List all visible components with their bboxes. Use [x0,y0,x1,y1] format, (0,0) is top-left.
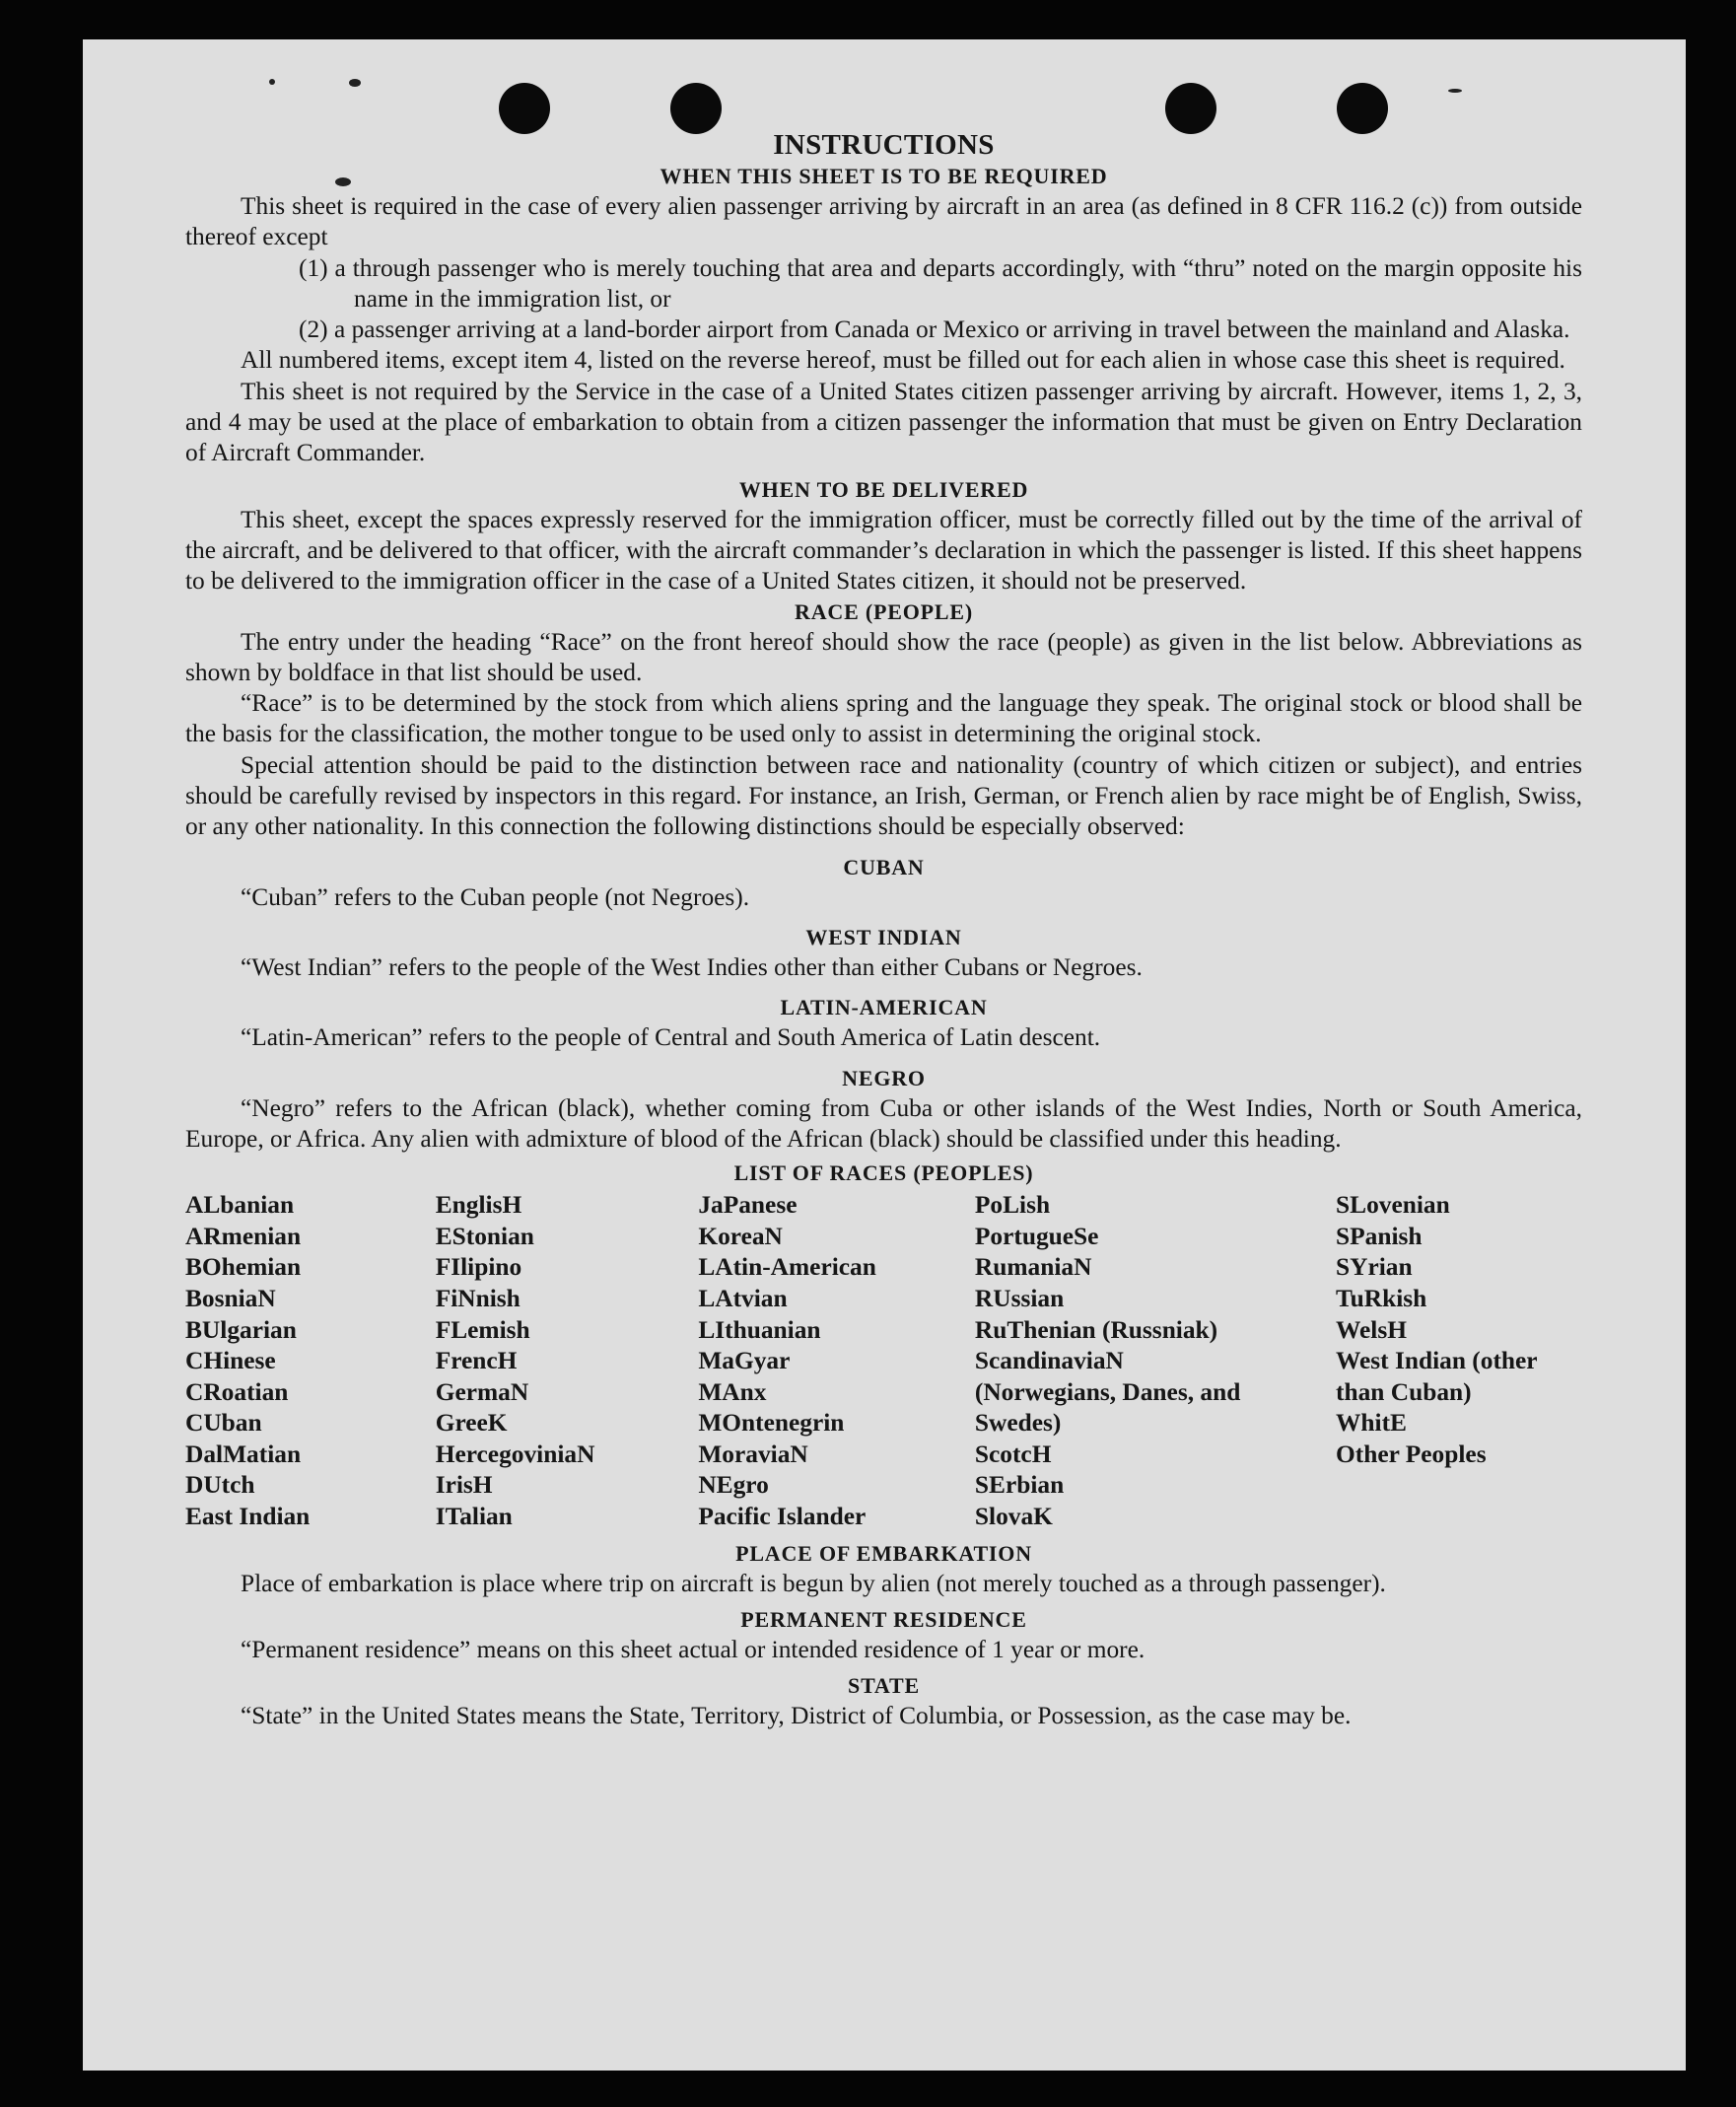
race-entry: CUban [185,1409,262,1438]
race-entry: SErbian [974,1471,1065,1500]
paragraph-latin-american: “Latin-American” refers to the people of Central and South America of Latin descent. [241,1023,1101,1052]
races-list [185,1190,1582,1533]
heading-latin-american: LATIN-AMERICAN [780,995,988,1020]
heading-cuban: CUBAN [843,854,925,879]
speck [269,79,275,85]
race-entry: MoraviaN [698,1440,808,1468]
heading-negro: NEGRO [842,1065,926,1090]
race-entry: GermaN [435,1377,529,1406]
race-entry: MaGyar [698,1347,791,1375]
race-entry: LIthuanian [698,1315,821,1344]
heading-embarkation: PLACE OF EMBARKATION [735,1540,1032,1566]
race-entry: DalMatian [185,1440,302,1468]
race-entry: WhitE [1336,1409,1407,1438]
race-entry: FIlipino [435,1253,522,1282]
instruction-sheet [83,39,1686,2071]
race-entry: TuRkish [1336,1284,1427,1312]
race-entry: ScotcH [974,1440,1052,1468]
races-column [698,1190,975,1533]
paragraph-residence: “Permanent residence” means on this sheet actual or intended residence of 1 year or more. [241,1635,1146,1663]
speck [335,177,351,186]
race-entry: HercegoviniaN [435,1440,595,1468]
speck [349,79,361,87]
paragraph-items: All numbered items, except item 4, listed on the reverse hereof, must be filled out for each alien in whose case this sheet is required. [241,346,1565,375]
race-entry: LAtvian [698,1284,788,1312]
race-entry: JaPanese [698,1191,798,1220]
heading-when-required: WHEN THIS SHEET IS TO BE REQUIRED [660,164,1108,188]
race-entry: KoreaN [698,1222,783,1250]
paragraph-negro: “Negro” refers to the African (black), whether coming from Cuba or other islands of the West Indies, North or South America, Europe, or Africa. Any alien with admixture of blood of the African (black) should be classified under this heading. [185,1093,1582,1153]
paragraph-race-1: The entry under the heading “Race” on the front hereof should show the race (people) as given in the list below. Abbreviations as shown by boldface in that list should be used. [185,627,1582,686]
exception-item-2: (2) a passenger arriving at a land-border airport from Canada or Mexico or arriving in travel between the mainland and Alaska. [299,316,1570,344]
race-entry: RumaniaN [974,1253,1092,1282]
paragraph-citizen: This sheet is not required by the Service in the case of a United States citizen passenger arriving by aircraft. However, items 1, 2, 3, and 4 may be used at the place of embarkation to obtain from a citizen passenger the information that must be given on Entry Declaration of Aircraft Commander. [185,377,1582,467]
paragraph-west-indian: “West Indian” refers to the people of the West Indies other than either Cubans or Negroes. [241,952,1143,981]
paragraph-cuban: “Cuban” refers to the Cuban people (not Negroes). [241,882,750,911]
race-entry: SlovaK [974,1503,1053,1531]
heading-west-indian: WEST INDIAN [805,924,962,949]
race-entry: IrisH [435,1471,493,1500]
race-entry: RUssian [974,1284,1065,1312]
race-entry: GreeK [435,1409,508,1438]
race-entry: RuThenian (Russniak) [974,1315,1218,1344]
race-entry: EnglisH [435,1191,522,1220]
exception-item-1: (1) a through passenger who is merely touching that area and departs accordingly, with “thru” noted on the margin opposite his name in the immigration list, or [299,253,1582,313]
race-entry: East Indian [185,1503,311,1531]
races-column [1336,1190,1582,1533]
paragraph-race-2: “Race” is to be determined by the stock from which aliens spring and the language they speak. The original stock or blood shall be the basis for the classification, the mother tongue to be used only to assist in determining the original stock. [185,689,1582,748]
paragraph-embarkation: Place of embarkation is place where trip on aircraft is begun by alien (not merely touched as a through passenger). [241,1569,1386,1597]
race-entry: MOntenegrin [698,1409,845,1438]
race-entry: WelsH [1336,1315,1407,1344]
punch-hole [670,83,722,134]
race-entry: BOhemian [185,1253,302,1282]
heading-list-of-races: LIST OF RACES (PEOPLES) [733,1160,1034,1186]
race-entry: Other Peoples [1336,1440,1487,1468]
race-entry: BosniaN [185,1284,276,1312]
race-entry: FiNnish [435,1284,521,1312]
speck [1448,89,1462,93]
race-entry: ALbanian [185,1191,295,1220]
race-entry: West Indian (other than Cuban) [1336,1347,1538,1406]
race-entry: ARmenian [185,1222,302,1250]
race-entry: PoLish [974,1191,1051,1220]
punch-hole [1337,83,1388,134]
races-column [436,1190,699,1533]
race-entry: CRoatian [185,1377,289,1406]
races-column [185,1190,436,1533]
heading-residence: PERMANENT RESIDENCE [740,1606,1027,1632]
page-title: INSTRUCTIONS [773,129,995,161]
paragraph-state: “State” in the United States means the State, Territory, District of Columbia, or Possession, as the case may be. [241,1702,1352,1730]
race-entry: NEgro [698,1471,769,1500]
race-entry: DUtch [185,1471,255,1500]
race-entry: BUlgarian [185,1315,297,1344]
race-entry: Pacific Islander [698,1503,867,1531]
heading-when-delivered: WHEN TO BE DELIVERED [738,476,1029,502]
punch-hole [1165,83,1216,134]
races-column [975,1190,1336,1533]
paragraph-race-3: Special attention should be paid to the distinction between race and nationality (country of which citizen or subject), and entries should be carefully revised by inspectors in this regard. For instance, an Irish, German, or French alien by race might be of English, Swiss, or any other nationality. In this connection the following distinctions should be especially observed: [185,750,1582,841]
race-entry: SYrian [1336,1253,1413,1282]
race-entry: EStonian [435,1222,534,1250]
heading-state: STATE [848,1673,920,1699]
race-entry: SPanish [1336,1222,1423,1250]
race-entry: PortugueSe [974,1222,1099,1250]
race-entry: ScandinaviaN (Norwegians, Danes, and Swedes) [974,1347,1241,1438]
paragraph-intro: This sheet is required in the case of every alien passenger arriving by aircraft in an area (as defined in 8 CFR 116.2 (c)) from outside thereof except [185,192,1582,251]
heading-race: RACE (PEOPLE) [795,598,973,624]
paragraph-delivered: This sheet, except the spaces expressly reserved for the immigration officer, must be correctly filled out by the time of the arrival of the aircraft, and be delivered to that officer, with the aircraft commander’s declaration in which the passenger is listed. If this sheet happens to be delivered to the immigration officer in the case of a United States citizen, it should not be preserved. [185,505,1582,596]
race-entry: MAnx [698,1377,767,1406]
race-entry: CHinese [185,1347,276,1375]
race-entry: FrencH [435,1347,518,1375]
race-entry: SLovenian [1336,1191,1450,1220]
race-entry: FLemish [435,1315,530,1344]
punch-hole [499,83,550,134]
race-entry: ITalian [435,1503,513,1531]
race-entry: LAtin-American [698,1253,876,1282]
